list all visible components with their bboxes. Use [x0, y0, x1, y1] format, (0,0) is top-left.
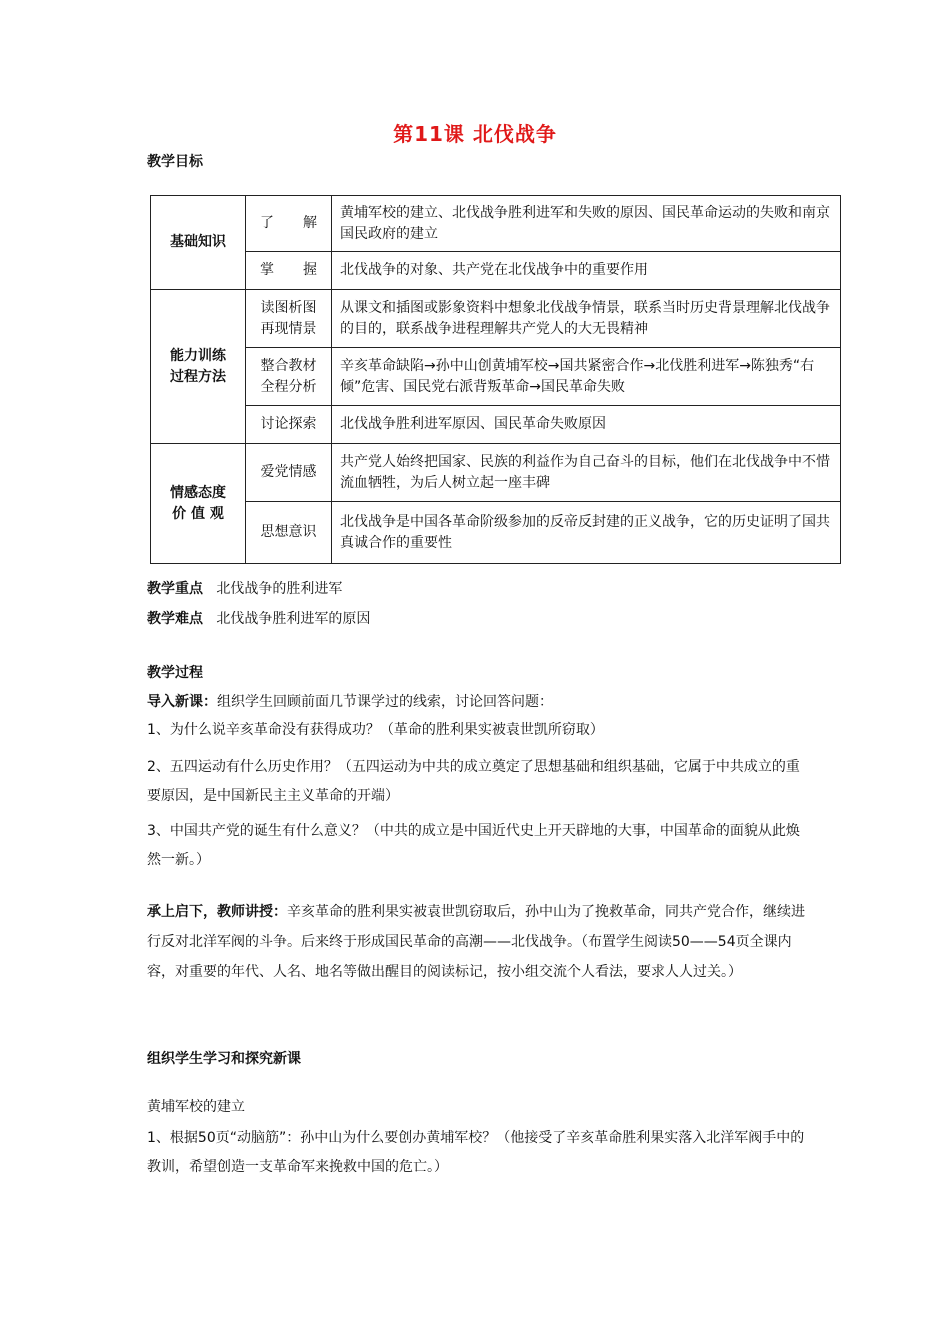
study-heading: 组织学生学习和探究新课 — [147, 1051, 301, 1067]
content-discuss: 北伐战争胜利进军原因、国民革命失败原因 — [332, 406, 841, 444]
key-point-text: 北伐战争的胜利进军 — [216, 581, 343, 597]
difficulty-text: 北伐战争胜利进军的原因 — [216, 611, 371, 627]
sub-read-map: 读图析图 再现情景 — [246, 290, 332, 348]
sub-understand: 了 解 — [246, 196, 332, 252]
objectives-heading: 教学目标 — [147, 154, 203, 170]
question-3: 3、中国共产党的诞生有什么意义？（中共的成立是中国近代史上开天辟地的大事，中国革命的面貌从此焕然一新。） — [147, 823, 800, 868]
transition-text: 辛亥革命的胜利果实被袁世凯窃取后，孙中山为了挽救革命，同共产党合作，继续进行反对北洋军阀的斗争。后来终于形成国民革命的高潮——北伐战争。（布置学生阅读50——54页全课内容，对重要的年代、人名、地名等做出醒目的阅读标记，按小组交流个人看法，要求人人过关。） — [147, 904, 805, 980]
content-master: 北伐战争的对象、共产党在北伐战争中的重要作用 — [332, 252, 841, 290]
difficulty-line — [147, 608, 370, 630]
intro-text: 组织学生回顾前面几节课学过的线索，讨论回答问题： — [217, 694, 553, 710]
difficulty-label: 教学难点 — [147, 611, 203, 627]
content-ideology: 北伐战争是中国各革命阶级参加的反帝反封建的正义战争，它的历史证明了国共真诚合作的重要性 — [332, 502, 841, 564]
process-heading: 教学过程 — [147, 665, 203, 681]
transition-label: 承上启下，教师讲授： — [147, 904, 287, 920]
page-title: 第11课 北伐战争 — [393, 122, 557, 146]
sub-love-party: 爱党情感 — [246, 444, 332, 502]
key-point-label: 教学重点 — [147, 581, 203, 597]
category-ability: 能力训练 过程方法 — [151, 290, 246, 444]
intro-label: 导入新课： — [147, 694, 217, 710]
content-read-map: 从课文和插图或影象资料中想象北伐战争情景，联系当时历史背景理解北伐战争的目的，联系战争进程理解共产党人的大无畏精神 — [332, 290, 841, 348]
transition-paragraph — [147, 897, 807, 987]
key-point-line — [147, 578, 342, 600]
content-understand: 黄埔军校的建立、北伐战争胜利进军和失败的原因、国民革命运动的失败和南京国民政府的建立 — [332, 196, 841, 252]
category-values: 情感态度 价 值 观 — [151, 444, 246, 564]
objectives-table — [150, 195, 841, 564]
sub-ideology: 思想意识 — [246, 502, 332, 564]
sub-master: 掌 握 — [246, 252, 332, 290]
category-basic: 基础知识 — [151, 196, 246, 290]
sub-integrate: 整合教材 全程分析 — [246, 348, 332, 406]
question-1: 1、为什么说辛亥革命没有获得成功？（革命的胜利果实被袁世凯所窃取） — [147, 722, 604, 738]
sub-discuss: 讨论探索 — [246, 406, 332, 444]
question-final: 1、根据50页“动脑筋”：孙中山为什么要创办黄埔军校？（他接受了辛亥革命胜利果实落入北洋军阀手中的教训，希望创造一支革命军来挽救中国的危亡。） — [147, 1130, 805, 1175]
section-title: 黄埔军校的建立 — [147, 1099, 245, 1115]
content-integrate: 辛亥革命缺陷→孙中山创黄埔军校→国共紧密合作→北伐胜利进军→陈独秀“右倾”危害、国民党右派背叛革命→国民革命失败 — [332, 348, 841, 406]
content-love-party: 共产党人始终把国家、民族的利益作为自己奋斗的目标，他们在北伐战争中不惜流血牺牲，为后人树立起一座丰碑 — [332, 444, 841, 502]
question-2: 2、五四运动有什么历史作用？（五四运动为中共的成立奠定了思想基础和组织基础，它属于中共成立的重要原因，是中国新民主主义革命的开端） — [147, 759, 800, 804]
intro-line — [147, 691, 553, 713]
